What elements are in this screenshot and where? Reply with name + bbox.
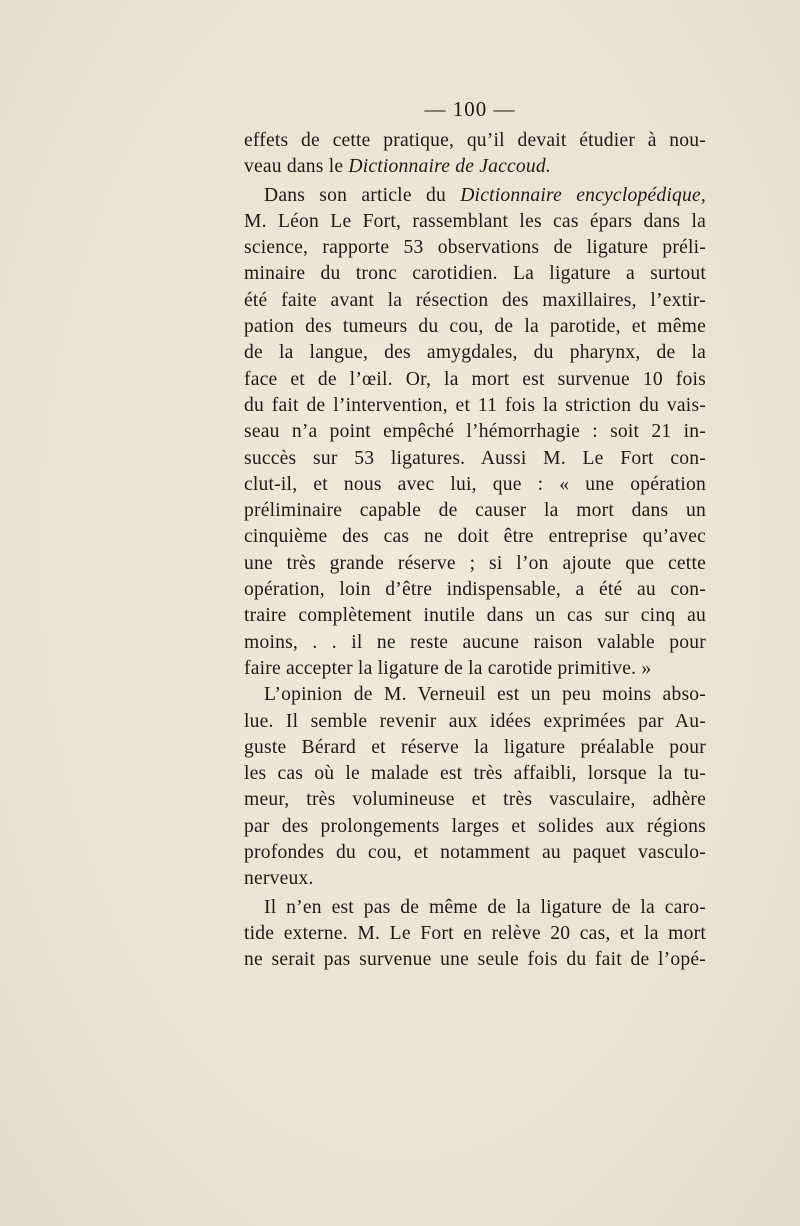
text-line: veau dans le Dictionnaire de Jaccoud. bbox=[244, 156, 552, 178]
text-line: nerveux. bbox=[244, 868, 314, 890]
text-line: du fait de l’intervention, et 11 fois la striction du vais- bbox=[244, 394, 706, 416]
body-text bbox=[244, 128, 706, 974]
text-line: seau n’a point empêché l’hémorrhagie : soit 21 in- bbox=[244, 421, 706, 443]
text-line: face et de l’œil. Or, la mort est survenue 10 fois bbox=[244, 368, 706, 390]
text-line: clut-il, et nous avec lui, que : « une opération bbox=[244, 473, 706, 495]
text-line: une très grande réserve ; si l’on ajoute que cette bbox=[244, 552, 706, 574]
text-line: préliminaire capable de causer la mort dans un bbox=[244, 500, 706, 522]
text-line: meur, très volumineuse et très vasculaire, adhère bbox=[244, 789, 706, 811]
italic-title: Dictionnaire encyclopédique, bbox=[460, 184, 706, 206]
italic-title: Dictionnaire de Jaccoud. bbox=[348, 156, 552, 178]
page-number: — 100 — bbox=[424, 97, 516, 121]
text-line: guste Bérard et réserve la ligature préalable pour bbox=[244, 736, 706, 758]
text-line: traire complètement inutile dans un cas sur cinq au bbox=[244, 605, 706, 627]
text-line: science, rapporte 53 observations de ligature préli- bbox=[244, 237, 706, 259]
text-line: minaire du tronc carotidien. La ligature a surtout bbox=[244, 263, 706, 285]
text-line: été faite avant la résection des maxillaires, l’extir- bbox=[244, 289, 706, 311]
text-line: opération, loin d’être indispensable, a été au con- bbox=[244, 579, 706, 601]
text-line: les cas où le malade est très affaibli, lorsque la tu- bbox=[244, 763, 706, 785]
text-line: profondes du cou, et notamment au paquet vasculo- bbox=[244, 842, 706, 864]
text-line: par des prolongements larges et solides aux régions bbox=[244, 815, 706, 837]
text-line: M. Léon Le Fort, rassemblant les cas épars dans la bbox=[244, 210, 706, 232]
text-line: lue. Il semble revenir aux idées exprimées par Au- bbox=[244, 710, 706, 732]
text-line: cinquième des cas ne doit être entreprise qu’avec bbox=[244, 526, 706, 548]
text-line: Dans son article du Dictionnaire encyclopédique, bbox=[264, 184, 706, 206]
text-line: effets de cette pratique, qu’il devait étudier à nou- bbox=[244, 130, 706, 151]
text-line: ne serait pas survenue une seule fois du fait de l’opé- bbox=[244, 949, 706, 971]
text-line: de la langue, des amygdales, du pharynx, de la bbox=[244, 342, 706, 364]
text-line: succès sur 53 ligatures. Aussi M. Le Fort con- bbox=[244, 447, 706, 469]
text-line: Il n’en est pas de même de la ligature de la caro- bbox=[264, 896, 706, 918]
text-line: tide externe. M. Le Fort en relève 20 cas, et la mort bbox=[244, 922, 706, 944]
text-line: faire accepter la ligature de la carotide primitive. » bbox=[244, 657, 652, 679]
text-line: pation des tumeurs du cou, de la parotide, et même bbox=[244, 316, 706, 338]
text-line: moins, . . il ne reste aucune raison valable pour bbox=[244, 631, 706, 653]
text-line: L’opinion de M. Verneuil est un peu moins abso- bbox=[264, 684, 706, 706]
